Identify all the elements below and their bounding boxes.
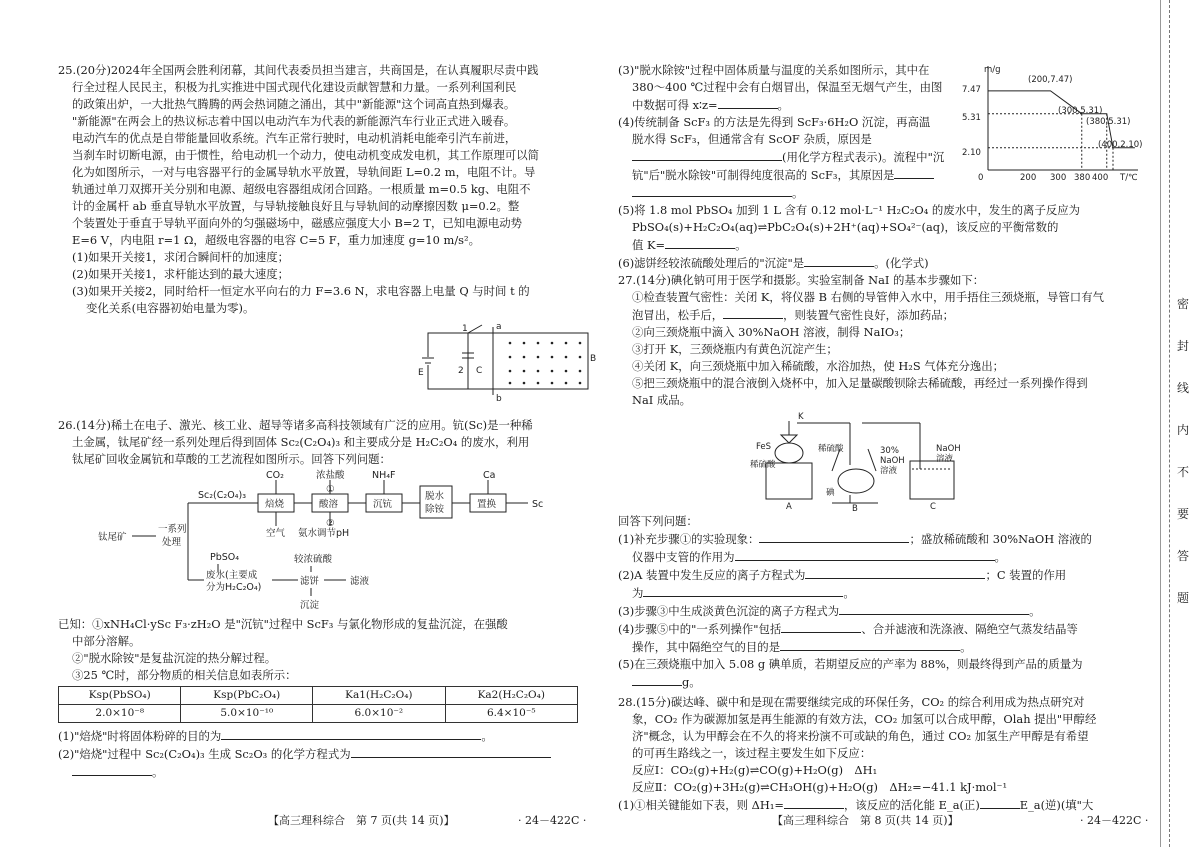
q27-sub-text: 操作，其中隔绝空气的目的是 (632, 640, 781, 654)
q28-line: 象，CO₂ 作为碳源加氢是再生能源的有效方法，CO₂ 加氢可以合成甲醇，Olah 提出"甲醇经 (632, 712, 1097, 726)
flow-hcl: 浓盐酸 (316, 470, 345, 481)
q25-sub: 变化关系(电容器初始电量为零)。 (86, 301, 255, 315)
y-tick: 7.47 (962, 85, 981, 95)
flow-roast: 焙烧 (265, 499, 285, 510)
q26-sub5: 值 K= 。 (632, 238, 747, 252)
table-header: Ksp(PbC₂O₄) (181, 687, 313, 705)
label-B: B (852, 504, 858, 514)
flow-waste1: 废水(主要成 (206, 570, 258, 581)
label-A: A (786, 502, 792, 512)
q26-sub5-text: 值 K= (632, 238, 666, 252)
footer-left-title: 【高三理科综合 第 7 页(共 14 页)】 (268, 814, 455, 827)
table-row (59, 705, 578, 723)
table-cell: 2.0×10⁻⁸ (59, 705, 181, 723)
answer-blank[interactable] (221, 727, 481, 740)
y-tick: 5.31 (962, 113, 981, 123)
label-naoh30: 30% (880, 446, 899, 456)
footer-right-code: · 24－422C · (1080, 814, 1149, 827)
q26-sub6-text: (6)滤饼经较浓硫酸处理后的"沉淀"是 (618, 256, 805, 270)
x-tick: 400 (1092, 173, 1109, 183)
seal-char: 答 (1177, 549, 1190, 563)
q27-line: ⑤把三颈烧瓶中的混合液倒入烧杯中，加入足量碳酸钡除去稀硫酸，再经过一系列操作得到 (632, 376, 1088, 390)
answer-blank[interactable] (781, 620, 861, 633)
q27-sub5: (5)在三颈烧瓶中加入 5.08 g 碘单质，若期望反应的产率为 88%，则最终得到产品的质量为 (618, 657, 1083, 671)
flow-filter: 滤饼 (300, 576, 320, 587)
q27-sub2: 为 。 (632, 586, 855, 600)
label-naoh30: 溶液 (880, 466, 898, 476)
q28-sub-text: ，该反应的活化能 E_a(正) (843, 798, 980, 812)
q26-sub1-text: (1)"焙烧"时将固体粉碎的目的为 (58, 729, 222, 743)
table-header: Ksp(PbSO₄) (59, 687, 181, 705)
q26-sub5: PbSO₄(s)+H₂C₂O₄(aq)⇌PbC₂O₄(s)+2H⁺(aq)+SO₄²⁻(aq)，该反应的平衡常数的 (632, 220, 1059, 234)
q28-line: 28.(15分)碳达峰、碳中和是现在需要继续完成的环保任务，CO₂ 的综合利用成为热点研究对 (618, 695, 1085, 709)
answer-blank[interactable] (735, 548, 995, 561)
answer-blank[interactable] (72, 763, 152, 776)
apparatus-figure (618, 409, 1148, 513)
q26-line: 钛尾矿回收金属钪和草酸的工艺流程如图所示。回答下列问题： (72, 452, 391, 466)
q27-text: 泡冒出，松手后， (632, 308, 724, 322)
q27-sub-text: 、合并滤液和洗涤液、隔绝空气蒸发结晶等 (861, 622, 1078, 636)
footer-left-code: · 24－422C · (518, 814, 587, 827)
seal-char: 不 (1177, 465, 1190, 479)
table-header: Ka1(H₂C₂O₄) (313, 687, 445, 705)
seal-char: 封 (1177, 339, 1190, 353)
q25-line: 当刹车时切断电源，由于惯性，给电动机一个动力，使电动机变成发电机，其工作原理可以简 (72, 148, 540, 162)
q27-line: ③打开 K，三颈烧瓶内有黄色沉淀产生； (632, 342, 838, 356)
q26-sub2-cont: 。 (58, 763, 588, 781)
process-flowchart (58, 468, 588, 616)
flow-air: 空气 (266, 528, 286, 539)
label-E: E (418, 368, 424, 378)
q27-sub-text: ；盛放稀硫酸和 30%NaOH 溶液的 (909, 532, 1092, 546)
q26-sub6-tail: 。(化学式) (874, 256, 929, 270)
seal-char: 题 (1177, 591, 1190, 605)
constants-table (58, 686, 578, 723)
graph-xlabel: T/℃ (1120, 173, 1138, 183)
q25-line: 化为如图所示，一对与电容器平行的金属导轨水平放置，导轨间距 L=0.2 m，电阻不计。导 (72, 165, 536, 179)
flow-acid: 酸溶 (319, 499, 339, 510)
seal-char: 内 (1177, 423, 1190, 437)
table-header: Ka2(H₂C₂O₄) (445, 687, 577, 705)
q25-sub: (2)如果开关接1，求杆能达到的最大速度； (72, 267, 290, 281)
flow-scox: Sc₂(C₂O₄)₃ (198, 490, 247, 501)
q27-line: 27.(14分)碘化钠可用于医学和摄影。实验室制备 NaI 的基本步骤如下： (618, 273, 985, 287)
answer-blank[interactable] (980, 796, 1020, 809)
question-27 (618, 272, 1148, 691)
flow-pbso4: PbSO₄ (210, 552, 240, 563)
label-B: B (590, 354, 597, 364)
graph-ylabel: m/g (984, 65, 1001, 75)
q27-sub-text: 为 (632, 586, 644, 600)
q27-line: NaI 成品。 (632, 393, 692, 407)
x-tick: 200 (1020, 173, 1037, 183)
q25-line: 行全过程人民民主，积极为扎实推进中国式现代化建设贡献智慧和力量。一系列利国利民 (72, 80, 517, 94)
label-naoh: 溶液 (936, 454, 954, 464)
answer-blank[interactable] (632, 184, 792, 197)
q27-line: ②向三颈烧瓶中滴入 30%NaOH 溶液，制得 NaIO₃； (632, 325, 911, 339)
flow-series1: 一系列 (158, 524, 187, 535)
answer-blank[interactable] (632, 673, 682, 686)
q27-sub4 (618, 620, 1148, 638)
flow-replace: 置换 (477, 499, 497, 510)
flow-deam2: 除铵 (425, 504, 445, 515)
point-label: (400,2.10) (1098, 140, 1143, 150)
question-28 (618, 694, 1148, 814)
flow-circle1: ① (326, 484, 335, 495)
flow-ca: Ca (483, 470, 496, 481)
question-26 (58, 417, 588, 781)
mass-temperature-graph (958, 62, 1148, 183)
y-tick: 2.10 (962, 148, 981, 158)
answer-blank[interactable] (784, 796, 844, 809)
q25-line: "新能源"在两会上的热议标志着中国以电动汽车为代表的新能源汽车行业正式进入暖春。 (72, 114, 516, 128)
x-tick: 0 (978, 173, 984, 183)
q26-sub4-text: (用化学方程式表示)。流程中"沉 (782, 150, 945, 164)
q25-line: 25.(20分)2024年全国两会胜利闭幕，其间代表委员担当建言，共商国是，在认真履职尽责中践 (58, 63, 539, 77)
flow-sc: Sc (532, 499, 544, 510)
q27-sub1 (618, 530, 1148, 548)
flow-co2: CO₂ (266, 470, 284, 481)
q27-sub5 (618, 673, 1148, 691)
q25-sub: (1)如果开关接1，求闭合瞬间杆的加速度； (72, 250, 290, 264)
label-C: C (476, 366, 483, 376)
q27-sub1: 仪器中支管的作用为 。 (632, 550, 1006, 564)
q26-sub4: 脱水得 ScF₃，但通常含有 ScOF 杂质，原因是 (632, 132, 872, 146)
flow-nh4f: NH₄F (372, 470, 396, 481)
q26-sub4 (618, 148, 963, 166)
q27-sub-text: g。 (682, 675, 701, 689)
q25-line: 的政策出炉，一大批热气腾腾的两会热词随之涌出，其中"新能源"这个词高直热到爆表。 (72, 97, 516, 111)
point-label: (300,5.31) (1058, 106, 1103, 116)
seal-char: 线 (1177, 381, 1190, 395)
q27-sub4: 操作，其中隔绝空气的目的是 。 (632, 640, 972, 654)
footer-right-title: 【高三理科综合 第 8 页(共 14 页)】 (772, 814, 959, 827)
q26-sub4: 。 (618, 184, 963, 202)
seal-line-sidebar (1160, 0, 1201, 847)
flow-ore: 钛尾矿 (98, 532, 127, 543)
answer-blank[interactable] (351, 745, 551, 758)
answer-blank[interactable] (894, 166, 934, 179)
circuit-figure (58, 319, 597, 404)
table-header-row (59, 687, 578, 705)
label-dil-h2so4: 稀硫酸 (750, 460, 776, 470)
q26-known: ②"脱水除铵"是复盐沉淀的热分解过程。 (72, 651, 277, 665)
q26-part3-4 (618, 62, 1148, 202)
label-iodine: 碘 (826, 488, 835, 498)
right-column (618, 62, 1148, 814)
q26-sub3: 380～400 ℃过程中会有白烟冒出，保温至无烟气产生，由图 (632, 80, 943, 94)
answer-blank[interactable] (805, 566, 985, 579)
left-column (58, 62, 597, 781)
q27-sub-text: (2)A 装置中发生反应的离子方程式为 (618, 568, 806, 582)
flow-waste2: 分为H₂C₂O₄) (206, 582, 262, 593)
q25-line: 个装置处于垂直于导轨平面向外的匀强磁场中，磁感应强度大小 B=2 T，已知电源电动势 (72, 216, 523, 230)
seal-dashed-line (1169, 0, 1170, 847)
q26-sub4 (618, 166, 963, 184)
seal-char: 要 (1177, 507, 1190, 521)
label-a: a (496, 322, 502, 332)
table-cell: 6.0×10⁻² (313, 705, 445, 723)
q27-prompt: 回答下列问题： (618, 514, 698, 528)
seal-char: 密 (1177, 297, 1190, 311)
q27-line: ④关闭 K，向三颈烧瓶中加入稀硫酸，水浴加热，使 H₂S 气体充分逸出； (632, 359, 1005, 373)
q28-reaction: 反应Ⅰ：CO₂(g)+H₂(g)⇌CO(g)+H₂O(g) ΔH₁ (632, 763, 878, 777)
q26-known: 已知：①xNH₄Cl·ySc F₃·zH₂O 是"沉钪"过程中 ScF₃ 与氯化物形成的复盐沉淀，在强酸 (58, 617, 508, 631)
answer-blank[interactable] (665, 236, 735, 249)
q26-sub2-text: (2)"焙烧"过程中 Sc₂(C₂O₄)₃ 生成 Sc₂O₃ 的化学方程式为 (58, 747, 351, 761)
point-label: (380,5.31) (1086, 117, 1131, 127)
q26-sub3: 中数据可得 x∶z= 。 (632, 98, 789, 112)
q26-sub6 (618, 254, 1148, 272)
q28-line: 的可再生路线之一，该过程主要发生如下反应： (632, 746, 872, 760)
point-label: (200,7.47) (1028, 75, 1073, 85)
answer-blank[interactable] (718, 96, 778, 109)
q26-sub1: (1)"焙烧"时将固体粉碎的目的为 。 (58, 729, 493, 743)
q25-line: E=6 V，内电阻 r=1 Ω，超级电容器的电容 C=5 F，重力加速度 g=10 m/s²。 (72, 233, 480, 247)
answer-blank[interactable] (723, 306, 783, 319)
q26-sub4: (4)传统制备 ScF₃ 的方法是先得到 ScF₃·6H₂O 沉淀，再高温 (618, 115, 931, 129)
question-25 (58, 62, 597, 404)
q27-line: ①检查装置气密性：关闭 K，将仪器 B 右侧的导管伸入水中，用手捂住三颈烧瓶，导管口有气 (632, 290, 1104, 304)
answer-blank[interactable] (839, 602, 1029, 615)
flow-circle2: ② (326, 518, 335, 529)
x-tick: 380 (1074, 173, 1091, 183)
q26-sub3: (3)"脱水除铵"过程中固体质量与温度的关系如图所示，其中在 (618, 63, 930, 77)
q26-line: 土金属，钛尾矿经一系列处理后得到固体 Sc₂(C₂O₄)₃ 和主要成分是 H₂C₂O₄ 的废水，利用 (72, 435, 530, 449)
q26-sub4-text: 钪"后"脱水除铵"可制得纯度很高的 ScF₃，其原因是 (632, 168, 895, 182)
flow-hcl2: 较浓硫酸 (294, 554, 333, 565)
label-fes: FeS (756, 442, 772, 452)
flow-nh3: 氨水调节pH (298, 528, 350, 539)
label-dil-h2so4-2: 稀硫酸 (818, 444, 844, 454)
q27-sub3: (3)步骤③中生成淡黄色沉淀的离子方程式为 。 (618, 604, 1041, 618)
q26-sub3-text: 中数据可得 x∶z= (632, 98, 718, 112)
q26-sub5: (5)将 1.8 mol PbSO₄ 加到 1 L 含有 0.12 mol·L⁻¹ H₂C₂O₄ 的废水中，发生的离子反应为 (618, 203, 1081, 217)
q27-sub-text: (4)步骤⑤中的"一系列操作"包括 (618, 622, 782, 636)
answer-blank[interactable] (759, 530, 909, 543)
answer-blank[interactable] (804, 254, 874, 267)
label-K: K (798, 412, 804, 422)
flow-filtrate: 滤液 (350, 576, 370, 587)
q26-line: 26.(14分)稀土在电子、激光、核工业、超导等诸多高科技领域有广泛的应用。钪(Sc)是一种稀 (58, 418, 533, 432)
q27-sub-text: (1)补充步骤①的实验现象： (618, 532, 760, 546)
q28-sub-text: (1)①相关键能如下表，则 ΔH₁= (618, 798, 784, 812)
flow-ppt: 沉淀 (300, 600, 320, 611)
q27-line (618, 306, 1148, 324)
label-naoh30: NaOH (880, 456, 905, 466)
label-C: C (930, 502, 936, 512)
q27-text: ，则装置气密性良好，添加药品； (783, 308, 955, 322)
q26-known: 中部分溶解。 (72, 634, 141, 648)
q26-known: ③25 ℃时，部分物质的相关信息如表所示： (72, 668, 297, 682)
q27-sub-text: ；C 装置的作用 (985, 568, 1067, 582)
table-cell: 6.4×10⁻⁵ (445, 705, 577, 723)
label-naoh: NaOH (936, 444, 961, 454)
q28-reaction: 反应Ⅱ：CO₂(g)+3H₂(g)⇌CH₃OH(g)+H₂O(g) ΔH₂=−41.1 kJ·mol⁻¹ (632, 780, 1008, 794)
table-cell: 5.0×10⁻¹⁰ (181, 705, 313, 723)
q28-sub-text: E_a(逆)(填"大 (1019, 798, 1094, 812)
q25-line: 计的金属杆 ab 垂直导轨水平放置，与导轨接触良好且与导轨间的动摩擦因数 μ=0.2。整 (72, 199, 520, 213)
flow-deam1: 脱水 (425, 491, 445, 502)
q25-line: 电动汽车的优点是自带能量回收系统。汽车正常行驶时，电动机消耗电能牵引汽车前进， (72, 131, 517, 145)
q25-sub: (3)如果开关接2，同时给杆一恒定水平向右的力 F=3.6 N，求电容器上电量 Q 与时间 t 的 (72, 284, 530, 298)
answer-blank[interactable] (632, 148, 782, 161)
q28-line: 济"概念，认为甲醇会在不久的将来扮演不可或缺的角色，通过 CO₂ 加氢生产甲醇是有希望 (632, 729, 1089, 743)
label-b: b (496, 394, 502, 404)
q25-line: 轨通过单刀双掷开关分别和电源、超级电容器组成闭合回路。一根质量 m=0.5 kg、电阻不 (72, 182, 531, 196)
flow-sink: 沉钪 (373, 499, 393, 510)
q27-sub-text: (3)步骤③中生成淡黄色沉淀的离子方程式为 (618, 604, 840, 618)
answer-blank[interactable] (780, 638, 960, 651)
flow-series2: 处理 (162, 537, 182, 548)
q26-sub2 (58, 745, 588, 763)
label-2: 2 (458, 366, 464, 376)
q27-sub-text: 仪器中支管的作用为 (632, 550, 735, 564)
answer-blank[interactable] (643, 584, 843, 597)
label-1: 1 (462, 324, 468, 334)
x-tick: 300 (1050, 173, 1067, 183)
q27-sub2 (618, 566, 1148, 584)
